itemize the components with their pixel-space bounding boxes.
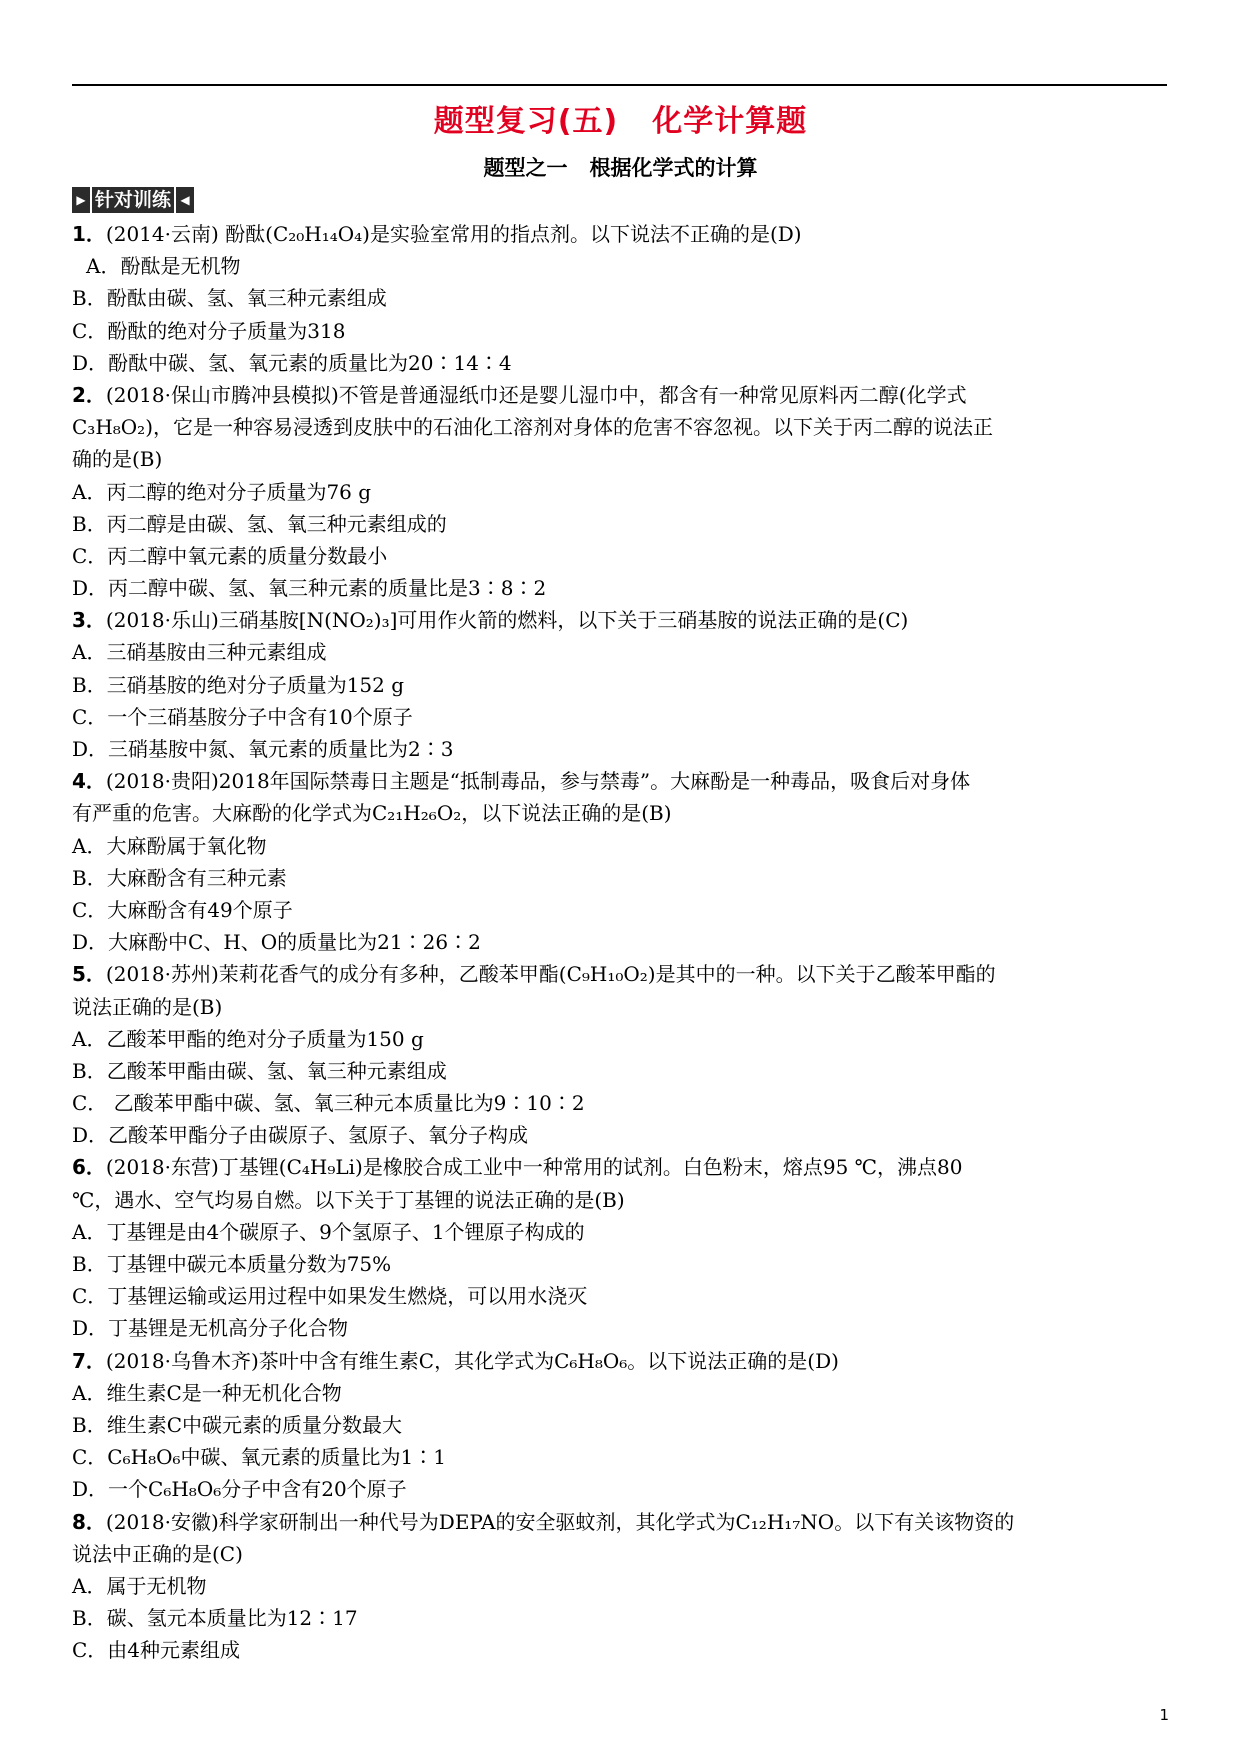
text-line xyxy=(72,1538,1172,1570)
header-rule xyxy=(72,84,1167,86)
subtitle-part-b: 根据化学式的计算 xyxy=(589,156,758,180)
line-text: 说法中正确的是(C) xyxy=(72,1541,243,1566)
text-line xyxy=(72,476,1172,508)
text-line xyxy=(72,1473,1172,1505)
section-subtitle xyxy=(0,152,1241,182)
line-text: ℃，遇水、空气均易自燃。以下关于丁基锂的说法正确的是(B) xyxy=(72,1187,625,1212)
practice-section-tag xyxy=(72,186,194,214)
page-title xyxy=(0,96,1241,140)
title-main: 题型复习(五) xyxy=(433,104,619,139)
question-stem-line xyxy=(72,765,1172,797)
line-text: 有严重的危害。大麻酚的化学式为C₂₁H₂₆O₂，以下说法正确的是(B) xyxy=(72,801,672,826)
line-text: D．丙二醇中碳、氢、氧三种元素的质量比是3∶8∶2 xyxy=(72,576,547,601)
question-stem-line xyxy=(72,958,1172,990)
line-text: D．一个C₆H₈O₆分子中含有20个原子 xyxy=(72,1477,407,1502)
line-text: C． 乙酸苯甲酯中碳、氢、氧三种元本质量比为9∶10∶2 xyxy=(72,1091,585,1116)
line-text: C．丁基锂运输或运用过程中如果发生燃烧，可以用水浇灭 xyxy=(72,1284,588,1309)
line-text: A．丙二醇的绝对分子质量为76 g xyxy=(72,479,372,504)
question-number: 5． xyxy=(72,962,106,987)
text-line xyxy=(72,443,1172,475)
question-number: 3． xyxy=(72,608,106,633)
question-stem-line xyxy=(72,1506,1172,1538)
text-line xyxy=(72,315,1172,347)
text-line xyxy=(72,572,1172,604)
question-number: 7． xyxy=(72,1348,106,1373)
line-text: D．酚酞中碳、氢、氧元素的质量比为20∶14∶4 xyxy=(72,350,512,375)
question-stem-line xyxy=(72,1345,1172,1377)
text-line xyxy=(72,347,1172,379)
line-text: D．大麻酚中C、H、O的质量比为21∶26∶2 xyxy=(72,930,481,955)
line-text: (2018·保山市腾冲县模拟)不管是普通湿纸巾还是婴儿湿巾中，都含有一种常见原料丙二醇(化学式 xyxy=(105,382,967,407)
text-line xyxy=(72,1023,1172,1055)
text-line xyxy=(72,540,1172,572)
page-number: 1 xyxy=(1159,1706,1169,1724)
text-line xyxy=(72,1441,1172,1473)
line-text: (2018·东营)丁基锂(C₄H₉Li)是橡胶合成工业中一种常用的试剂。白色粉末，熔点95 ℃，沸点80 xyxy=(105,1155,963,1180)
text-line xyxy=(72,926,1172,958)
section-label: 针对训练 xyxy=(92,187,174,213)
line-text: (2018·乐山)三硝基胺[N(NO₂)₃]可用作火箭的燃料，以下关于三硝基胺的说法正确的是(C) xyxy=(105,608,909,633)
text-line xyxy=(72,1216,1172,1248)
line-text: C₃H₈O₂)，它是一种容易浸透到皮肤中的石油化工溶剂对身体的危害不容忽视。以下关于丙二醇的说法正 xyxy=(72,415,993,440)
line-text: (2018·苏州)茉莉花香气的成分有多种，乙酸苯甲酯(C₉H₁₀O₂)是其中的一种。以下关于乙酸苯甲酯的 xyxy=(105,962,996,987)
text-line xyxy=(72,1055,1172,1087)
line-text: B．酚酞由碳、氢、氧三种元素组成 xyxy=(72,286,387,311)
line-text: A．属于无机物 xyxy=(72,1573,207,1598)
line-text: A．酚酞是无机物 xyxy=(86,254,241,279)
text-line xyxy=(72,1602,1172,1634)
line-text: A．三硝基胺由三种元素组成 xyxy=(72,640,327,665)
question-stem-line xyxy=(72,1151,1172,1183)
line-text: C．由4种元素组成 xyxy=(72,1638,241,1663)
line-text: C．C₆H₈O₆中碳、氧元素的质量比为1∶1 xyxy=(72,1445,446,1470)
text-line xyxy=(72,1409,1172,1441)
text-line xyxy=(72,1184,1172,1216)
line-text: B．碳、氢元本质量比为12∶17 xyxy=(72,1606,358,1631)
line-text: B．维生素C中碳元素的质量分数最大 xyxy=(72,1412,402,1437)
text-line xyxy=(72,508,1172,540)
line-text: A．丁基锂是由4个碳原子、9个氢原子、1个锂原子构成的 xyxy=(72,1219,585,1244)
question-stem-line xyxy=(72,218,1172,250)
text-line xyxy=(72,797,1172,829)
text-line xyxy=(72,830,1172,862)
line-text: (2018·安徽)科学家研制出一种代号为DEPA的安全驱蚊剂，其化学式为C₁₂H₁₇NO。以下有关该物资的 xyxy=(105,1509,1015,1534)
text-line xyxy=(72,1312,1172,1344)
question-stem-line xyxy=(72,604,1172,636)
line-text: C．大麻酚含有49个原子 xyxy=(72,897,293,922)
line-text: C．一个三硝基胺分子中含有10个原子 xyxy=(72,704,413,729)
line-text: 确的是(B) xyxy=(72,447,163,472)
line-text: A．乙酸苯甲酯的绝对分子质量为150 g xyxy=(72,1026,424,1051)
line-text: (2014·云南) 酚酞(C₂₀H₁₄O₄)是实验室常用的指点剂。以下说法不正确的是(D) xyxy=(105,222,802,246)
text-line xyxy=(72,1248,1172,1280)
line-text: B．大麻酚含有三种元素 xyxy=(72,865,287,890)
line-text: 说法正确的是(B) xyxy=(72,994,223,1019)
text-line xyxy=(72,1087,1172,1119)
text-line xyxy=(72,636,1172,668)
question-stem-line xyxy=(72,379,1172,411)
text-line xyxy=(72,701,1172,733)
text-line xyxy=(72,1280,1172,1312)
text-line xyxy=(72,1634,1172,1666)
line-text: A．维生素C是一种无机化合物 xyxy=(72,1380,342,1405)
text-line xyxy=(72,250,1172,282)
text-line xyxy=(72,894,1172,926)
text-line xyxy=(72,862,1172,894)
text-line xyxy=(72,282,1172,314)
title-sub: 化学计算题 xyxy=(652,104,808,139)
text-line xyxy=(72,991,1172,1023)
line-text: B．丁基锂中碳元本质量分数为75% xyxy=(72,1252,392,1276)
question-number: 2． xyxy=(72,382,106,407)
question-list xyxy=(72,218,1172,1666)
question-number: 1． xyxy=(72,222,106,246)
line-text: C．酚酞的绝对分子质量为318 xyxy=(72,318,346,343)
question-number: 6． xyxy=(72,1155,106,1180)
text-line xyxy=(72,1570,1172,1602)
line-text: B．丙二醇是由碳、氢、氧三种元素组成的 xyxy=(72,511,447,536)
line-text: C．丙二醇中氧元素的质量分数最小 xyxy=(72,543,388,568)
left-triangle-icon: ◀ xyxy=(176,187,194,213)
line-text: A．大麻酚属于氧化物 xyxy=(72,833,267,858)
line-text: D．三硝基胺中氮、氧元素的质量比为2∶3 xyxy=(72,737,454,761)
line-text: D．乙酸苯甲酯分子由碳原子、氢原子、氧分子构成 xyxy=(72,1123,529,1148)
text-line xyxy=(72,1377,1172,1409)
line-text: B．乙酸苯甲酯由碳、氢、氧三种元素组成 xyxy=(72,1058,447,1083)
text-line xyxy=(72,411,1172,443)
line-text: (2018·贵阳)2018年国际禁毒日主题是“抵制毒品，参与禁毒”。大麻酚是一种毒品，吸食后对身体 xyxy=(105,769,971,794)
text-line xyxy=(72,733,1172,765)
line-text: B．三硝基胺的绝对分子质量为152 g xyxy=(72,672,405,697)
text-line xyxy=(72,669,1172,701)
line-text: (2018·乌鲁木齐)茶叶中含有维生素C，其化学式为C₆H₈O₆。以下说法正确的是(D) xyxy=(105,1348,839,1373)
text-line xyxy=(72,1119,1172,1151)
question-number: 8． xyxy=(72,1509,106,1534)
line-text: D．丁基锂是无机高分子化合物 xyxy=(72,1316,349,1341)
subtitle-part-a: 题型之一 xyxy=(483,156,568,180)
right-triangle-icon: ▶ xyxy=(72,187,90,213)
question-number: 4． xyxy=(72,769,106,794)
